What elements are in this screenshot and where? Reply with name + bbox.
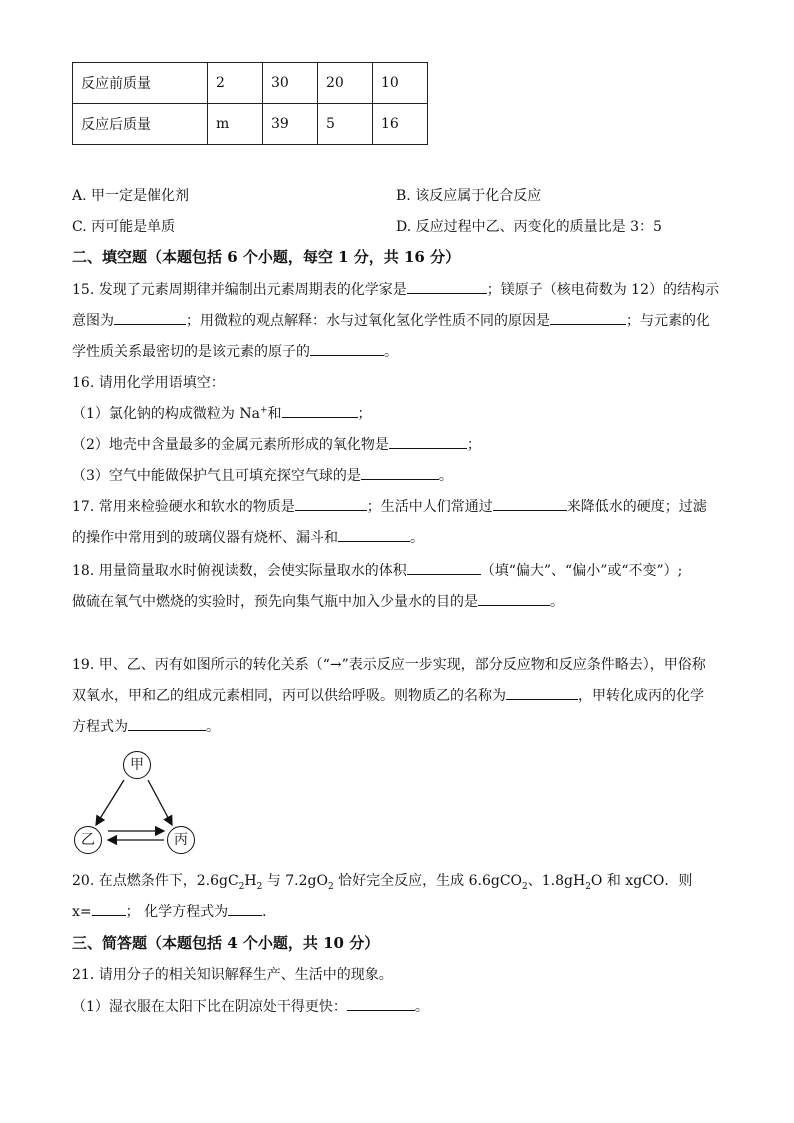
answer-blank[interactable]: [282, 403, 358, 418]
row-label: 反应前质量: [73, 63, 208, 104]
q16-part3: （3）空气中能做保护气且可填充探空气球的是 。: [72, 465, 453, 485]
answer-blank[interactable]: [361, 465, 439, 480]
q15-line2: 意图为 ；用微粒的观点解释：水与过氧化氢化学性质不同的原因是 ；与元素的化: [72, 310, 710, 330]
option-c: C. 丙可能是单质: [72, 219, 176, 235]
row-label: 反应后质量: [73, 104, 208, 145]
q19-line3: 方程式为 。: [72, 716, 220, 736]
table-row: [73, 63, 428, 104]
arrow-jia-to-yi: [96, 780, 124, 825]
node-bing: 丙: [167, 826, 195, 854]
q16-part2: （2）地壳中含量最多的金属元素所形成的氧化物是 ；: [72, 434, 481, 454]
q18-line1: 18. 用量筒量取水时俯视读数，会使实际量取水的体积 （填“偏大”、“偏小”或“不变”）;: [72, 560, 682, 580]
table-cell: 39: [263, 104, 318, 145]
q21-part1: （1）湿衣服在太阳下比在阴凉处干得更快： 。: [72, 996, 429, 1016]
table-cell: m: [208, 104, 263, 145]
answer-blank[interactable]: [407, 560, 481, 575]
answer-blank[interactable]: [295, 496, 367, 511]
q18-line2: 做硫在氧气中燃烧的实验时，预先向集气瓶中加入少量水的目的是 。: [72, 591, 564, 611]
answer-blank[interactable]: [478, 591, 550, 606]
node-yi: 乙: [74, 826, 102, 854]
q17-line2: 的操作中常用到的玻璃仪器有烧杯、漏斗和 。: [72, 527, 424, 547]
answer-blank[interactable]: [128, 716, 206, 731]
q20-line1: 20. 在点燃条件下，$2.6gC_2H_2$ 与 $7.2gO_2$ 恰好完全反应，生成 6.6gCO$_2$、$1.8gH_2O$ 和 xgCO．则: [72, 873, 693, 892]
q20-line2: x= ； 化学方程式为 ．: [72, 901, 276, 921]
table-cell: 16: [373, 104, 428, 145]
option-a: A. 甲一定是催化剂: [72, 188, 190, 204]
table-cell: 10: [373, 63, 428, 104]
option-b: B. 该反应属于化合反应: [396, 188, 542, 204]
answer-blank[interactable]: [228, 901, 262, 916]
arrow-jia-to-bing: [148, 780, 172, 825]
answer-blank[interactable]: [114, 310, 186, 325]
answer-blank[interactable]: [550, 310, 626, 325]
answer-blank[interactable]: [389, 434, 467, 449]
q16-part1: （1）氯化钠的构成微粒为 Na+和 ；: [72, 403, 372, 423]
q15-line1: 15. 发现了元素周期律并编制出元素周期表的化学家是 ；镁原子（核电荷数为 12）的结构示: [72, 279, 719, 299]
answer-blank[interactable]: [407, 279, 487, 294]
mass-table: [72, 62, 428, 145]
q17-line1: 17. 常用来检验硬水和软水的物质是 ；生活中人们常通过 来降低水的硬度；过滤: [72, 496, 707, 516]
answer-blank[interactable]: [493, 496, 567, 511]
table-cell: 30: [263, 63, 318, 104]
table-cell: 20: [318, 63, 373, 104]
q19-line2: 双氧水，甲和乙的组成元素相同，丙可以供给呼吸。则物质乙的名称为 ，甲转化成丙的化学: [72, 685, 704, 705]
q21-intro: 21. 请用分子的相关知识解释生产、生活中的现象。: [72, 967, 393, 983]
answer-blank[interactable]: [92, 901, 126, 916]
answer-blank[interactable]: [506, 685, 578, 700]
q19-line1: 19. 甲、乙、丙有如图所示的转化关系（“→”表示反应一步实现，部分反应物和反应条件略去），甲俗称: [72, 657, 706, 673]
section-2-title: 二、填空题（本题包括 6 个小题，每空 1 分，共 16 分）: [72, 248, 461, 266]
section-3-title: 三、简答题（本题包括 4 个小题，共 10 分）: [72, 934, 380, 952]
table-row: [73, 104, 428, 145]
table-cell: 2: [208, 63, 263, 104]
answer-blank[interactable]: [347, 996, 415, 1011]
table-cell: 5: [318, 104, 373, 145]
option-d: D. 反应过程中乙、丙变化的质量比是 3：5: [396, 219, 662, 235]
answer-blank[interactable]: [310, 341, 384, 356]
q16-intro: 16. 请用化学用语填空：: [72, 375, 225, 391]
q15-line3: 学性质关系最密切的是该元素的原子的 。: [72, 341, 398, 361]
node-jia: 甲: [123, 751, 151, 779]
answer-blank[interactable]: [338, 527, 410, 542]
